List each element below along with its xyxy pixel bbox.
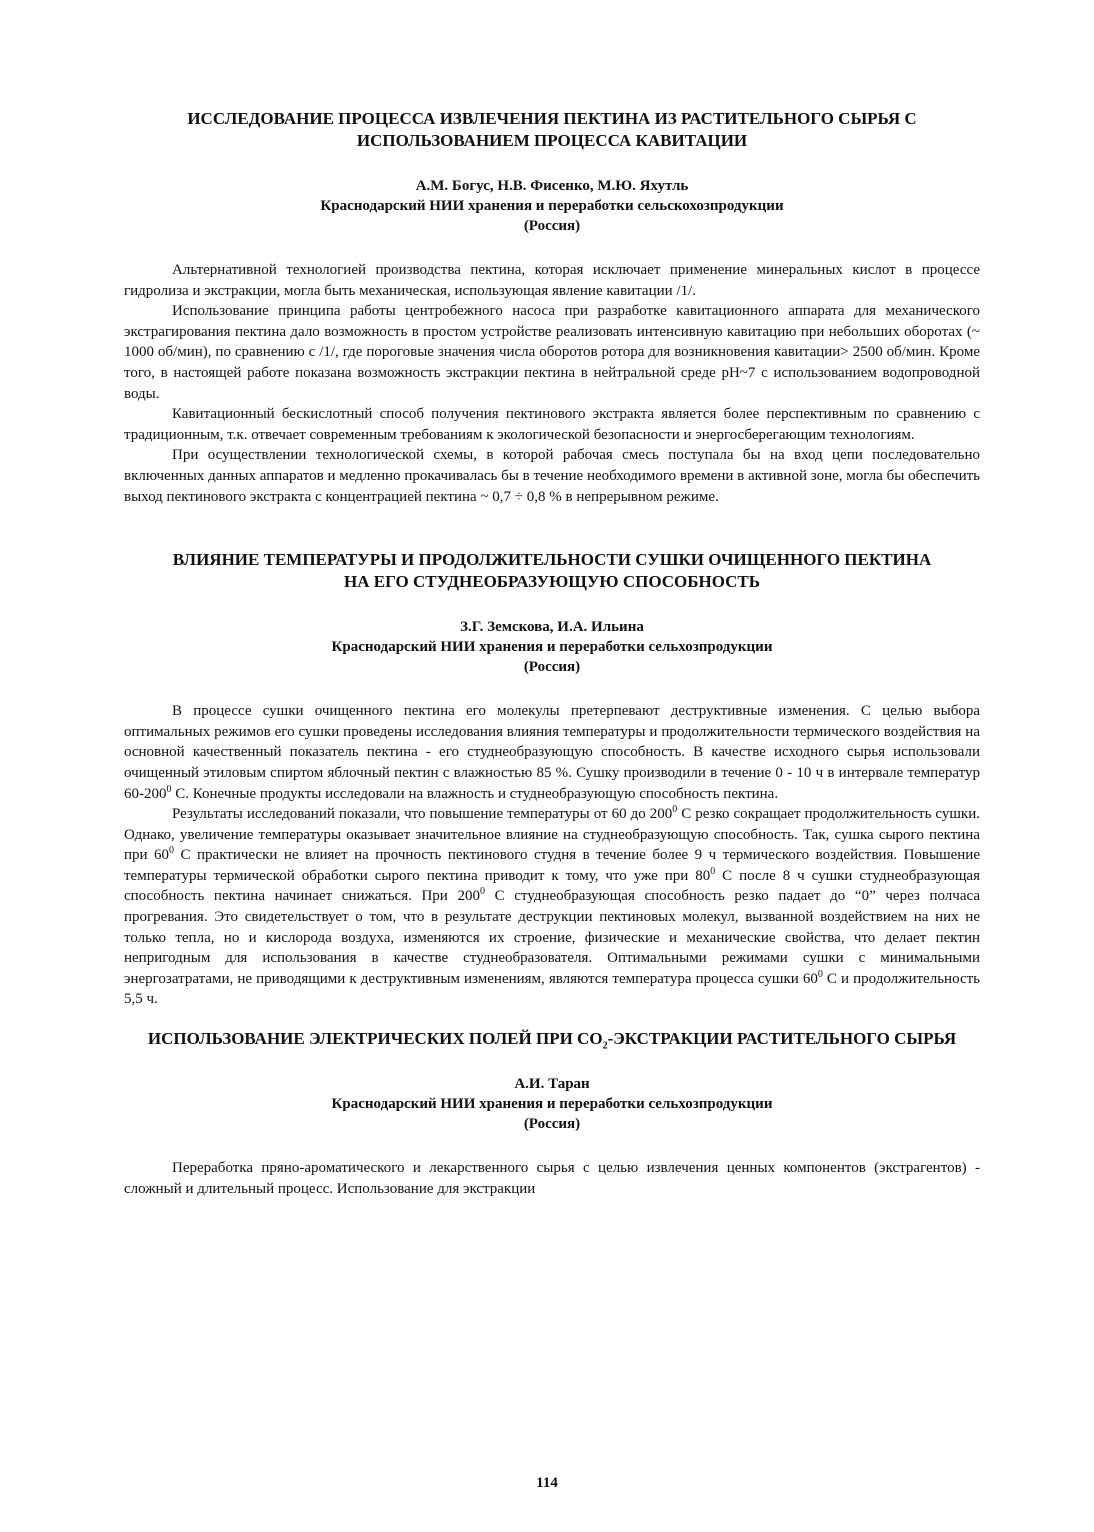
paragraph: При осуществлении технологической схемы, в которой рабочая смесь поступала бы на вход цепи последовательно включенных данных аппаратов и медленно прокачивалась бы в течение необходимого времени в активной зоне, могла бы обеспечить выход пектинового экстракта с концентрацией пектина ~ 0,7 ÷ 0,8 % в непрерывном режиме. (124, 447, 980, 505)
article-1 (124, 108, 980, 507)
article-body (124, 1158, 980, 1199)
article-title: ИСПОЛЬЗОВАНИЕ ЭЛЕКТРИЧЕСКИХ ПОЛЕЙ ПРИ $СО_2$-ЭКСТРАКЦИИ РАСТИТЕЛЬНОГО СЫРЬЯ (147, 1029, 957, 1052)
article-body (124, 260, 980, 507)
article-affiliation: Краснодарский НИИ хранения и переработки сельхозпродукции (331, 1096, 773, 1113)
page-number: 114 (536, 1475, 558, 1491)
article-country: (Россия) (523, 218, 581, 234)
article-country: (Россия) (523, 1116, 581, 1133)
paragraph: Результаты исследований показали, что повышение температуры от 60 до $200^0$ С резко сокращает продолжительность сушки. Однако, увеличение температуры оказывает значительное влияние на студнеобразующую способность. Так, сушка сырого пектина при $60^0$ С практически не влияет на прочность пектинового студня в течение более 9 ч термического воздействия. Повышение температуры термической обработки сырого пектина приводит к тому, что уже при $80^0$ С после 8 ч сушки студнеобразующая способность пектина начинает снижаться. При $200^0$ С студнеобразующая способность резко падает до “0” через полчаса прогревания. Это свидетельствует о том, что в результате деструкции пектиновых молекул, вызванной воздействием на них не только тепла, но и кислорода воздуха, изменяются их строение, физические и механические свойства, что делает пектин непригодным для использования в качестве студнеобразователя. Оптимальными режимами сушки с минимальными энергозатратами, не приводящими к деструктивным изменениям, являются температура процесса сушки $60^0$ С и продолжительность 5,5 ч. (124, 804, 980, 1008)
article-3 (124, 1028, 980, 1199)
article-body (124, 701, 980, 1010)
paragraph: В процессе сушки очищенного пектина его молекулы претерпевают деструктивные изменения. С целью выбора оптимальных режимов его сушки проведены исследования влияния температуры и продолжительности термического воздействия на основной качественный показатель пектина - его студнеобразующую способность. В качестве исходного сырья использовали очищенный этиловым спиртом яблочный пектин с влажностью 85 %. Сушку производили в течение 0 - 10 ч в интервале температур $60-200^0$ С. Конечные продукты исследовали на влажность и студнеобразующую способность пектина. (124, 703, 980, 802)
paragraph: Переработка пряно-ароматического и лекарственного сырья с целью извлечения ценных компонентов (экстрагентов) - сложный и длительный процесс. Использование для экстракции (124, 1160, 980, 1197)
article-affiliation: Краснодарский НИИ хранения и переработки сельскохозпродукции (320, 198, 784, 214)
article-affiliation: Краснодарский НИИ хранения и переработки сельхозпродукции (331, 639, 773, 656)
article-2 (124, 549, 980, 1010)
document-page (124, 108, 980, 1199)
article-title: ИССЛЕДОВАНИЕ ПРОЦЕССА ИЗВЛЕЧЕНИЯ ПЕКТИНА ИЗ РАСТИТЕЛЬНОГО СЫРЬЯ С ИСПОЛЬЗОВАНИЕМ ПРОЦЕССА КАВИТАЦИИ (187, 109, 917, 150)
paragraph: Использование принципа работы центробежного насоса при разработке кавитационного аппарата для механического экстрагирования пектина дало возможность в простом устройстве реализовать интенсивную кавитацию при небольших оборотах (~ 1000 об/мин), по сравнению с /1/, где пороговые значения числа оборотов ротора для возникновения кавитации> 2500 об/мин. Кроме того, в настоящей работе показана возможность экстракции пектина в нейтральной среде рН~7 с использованием водопроводной воды. (124, 303, 980, 402)
paragraph: Кавитационный бескислотный способ получения пектинового экстракта является более перспективным по сравнению с традиционным, т.к. отвечает современным требованиям к экологической безопасности и энергосберегающим технологиям. (124, 406, 980, 443)
article-authors: З.Г. Земскова, И.А. Ильина (460, 619, 644, 636)
article-country: (Россия) (523, 659, 581, 676)
article-authors: А.М. Богус, Н.В. Фисенко, М.Ю. Яхутль (415, 178, 689, 194)
article-title: ВЛИЯНИЕ ТЕМПЕРАТУРЫ И ПРОДОЛЖИТЕЛЬНОСТИ СУШКИ ОЧИЩЕННОГО ПЕКТИНА НА ЕГО СТУДНЕОБРАЗУЮЩУЮ СПОСОБНОСТЬ (172, 550, 932, 592)
paragraph: Альтернативной технологией производства пектина, которая исключает применение минеральных кислот в процессе гидролиза и экстракции, могла быть механическая, использующая явление кавитации /1/. (124, 262, 980, 299)
article-authors: А.И. Таран (514, 1076, 590, 1093)
